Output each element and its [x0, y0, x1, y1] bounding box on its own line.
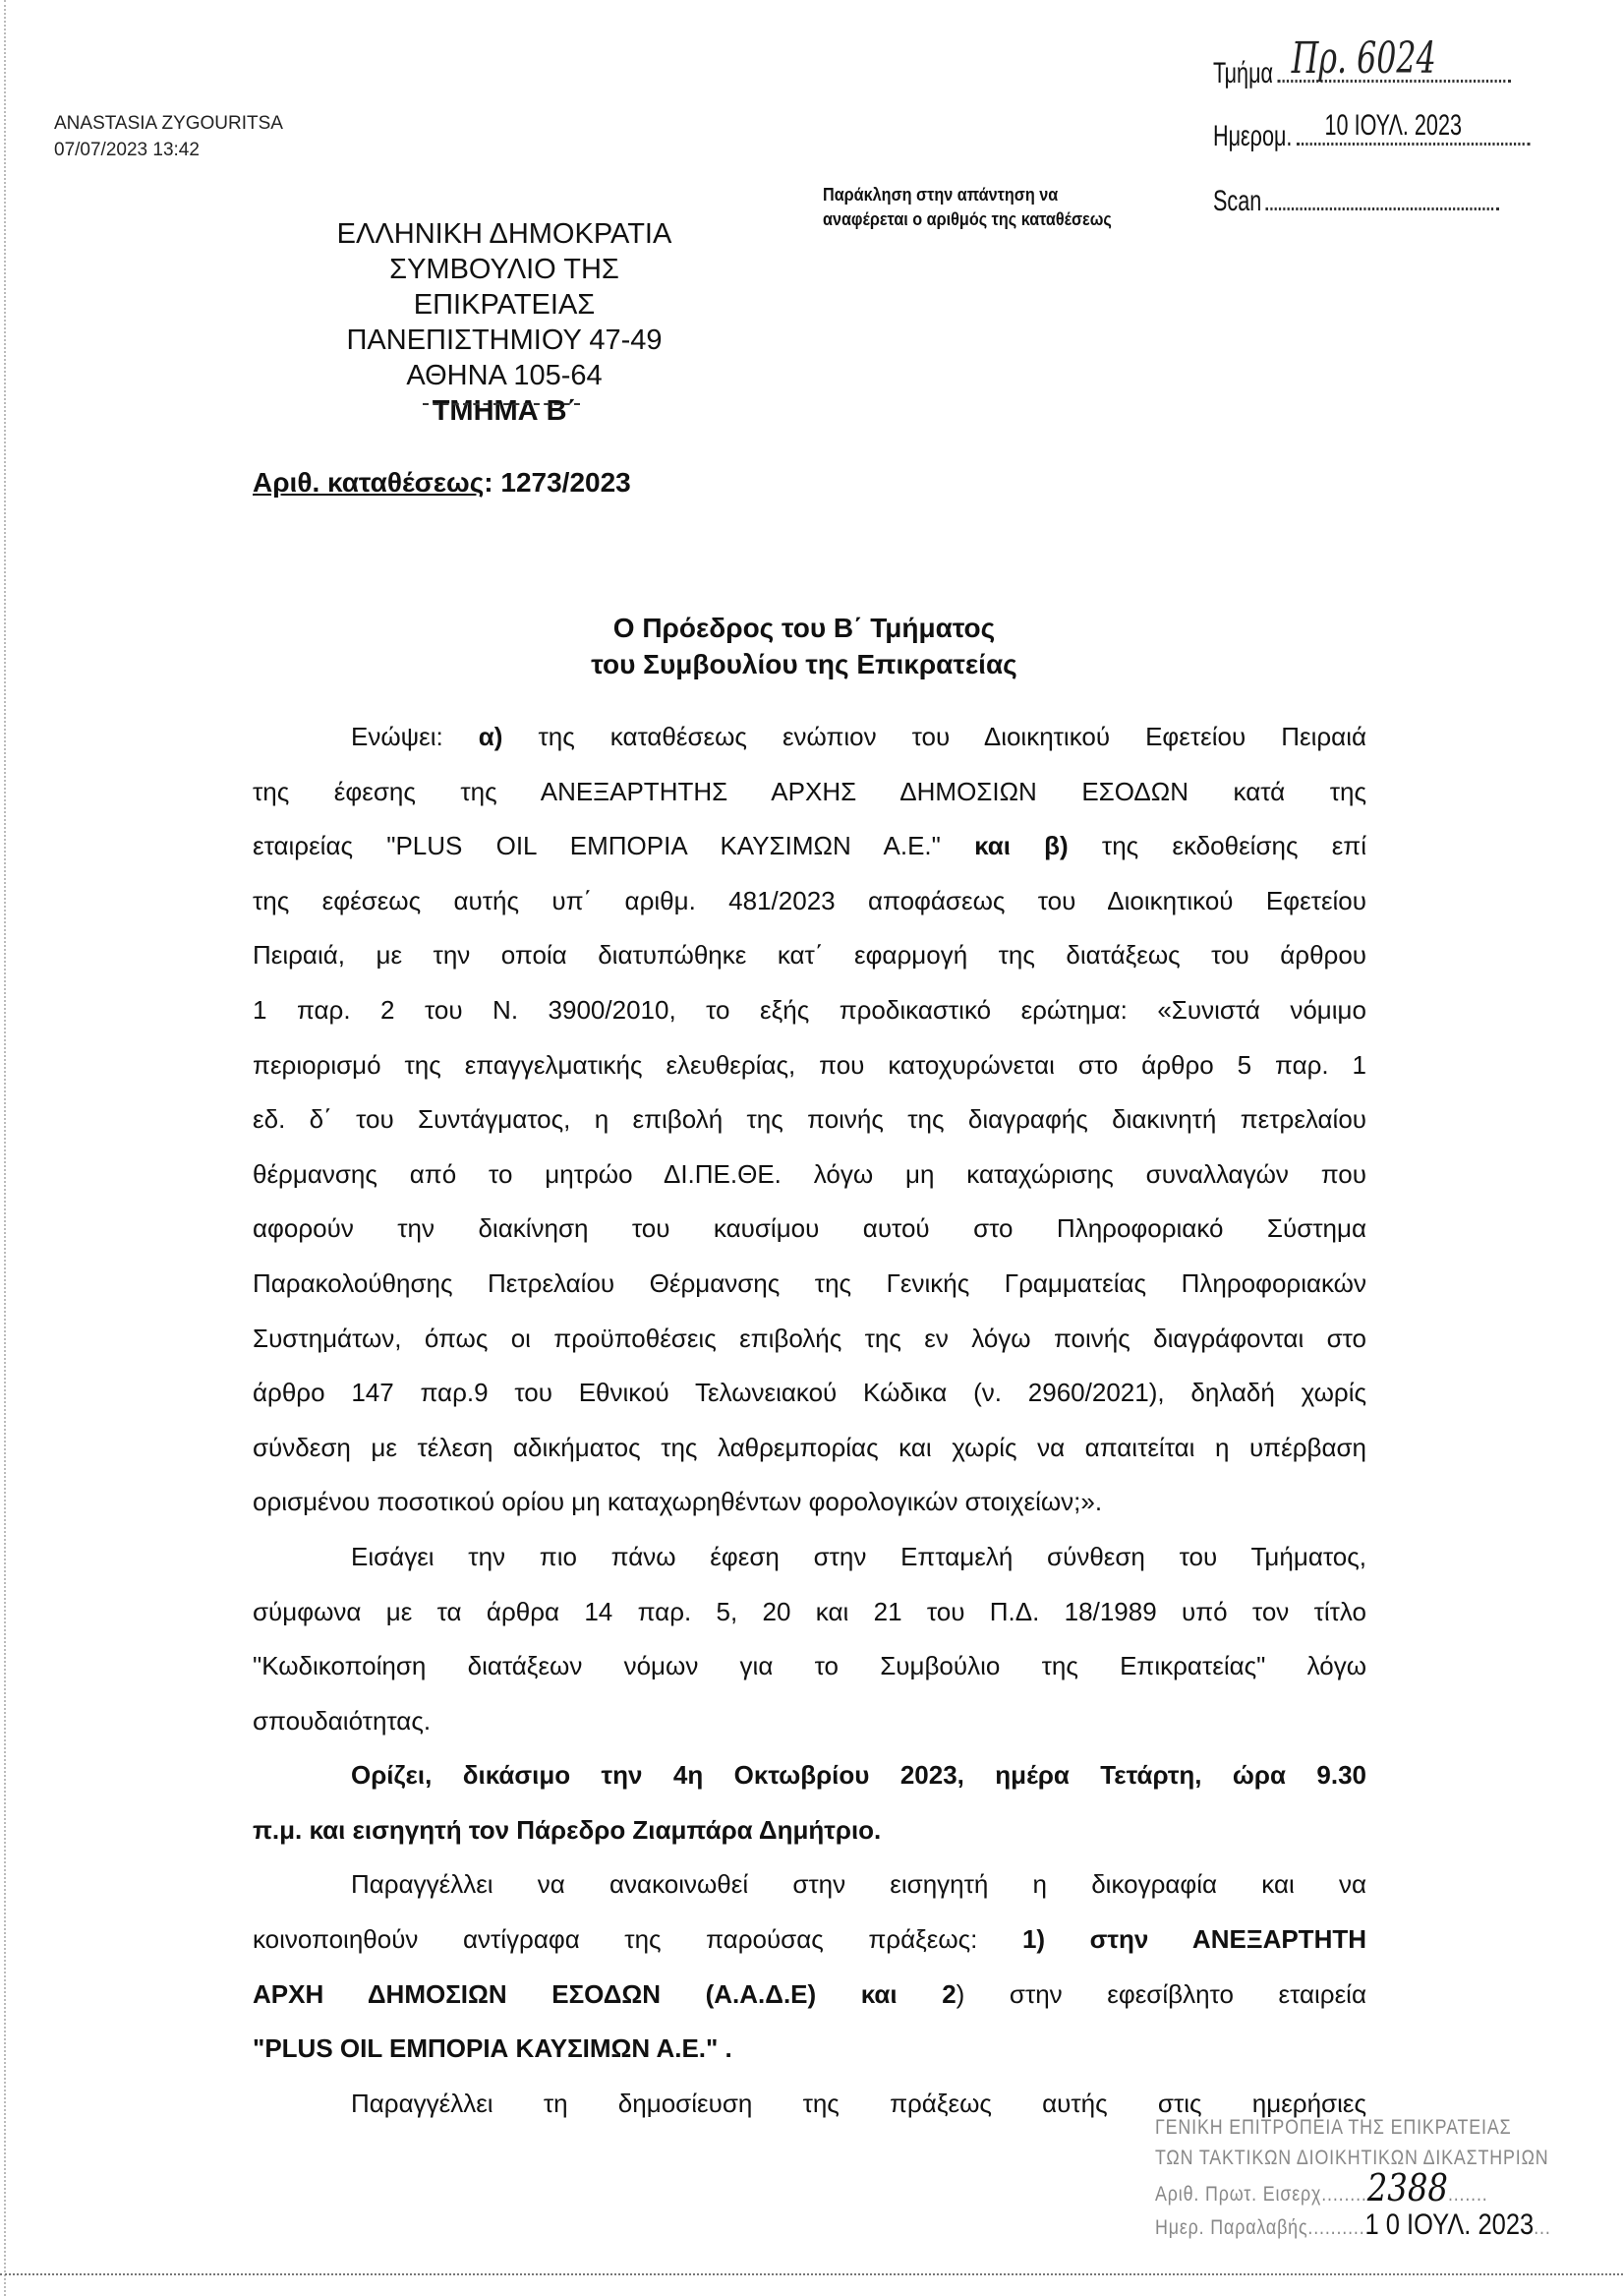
- text: ορισμένου ποσοτικού ορίου μη καταχωρηθέντων φορολογικών στοιχείων;».: [253, 1487, 1103, 1517]
- meta-user: ANASTASIA ZYGOURITSA: [54, 113, 283, 134]
- text: Παραγγέλλει τη δημοσίευση της πράξεως αυτής στις ημερήσιες: [351, 2088, 1366, 2118]
- president-line-2: του Συμβουλίου της Επικρατείας: [591, 649, 1017, 679]
- text: αφορούν την διακίνηση του καυσίμου αυτού στο Πληροφοριακό Σύστημα: [253, 1213, 1366, 1244]
- text: Συστημάτων, όπως οι προϋποθέσεις επιβολής της εν λόγω ποινής διαγράφονται στο: [253, 1323, 1366, 1353]
- stamp-date-row: Ημερ. Παραλαβής..........1 0 ΙΟΥΛ. 2023...: [1155, 2208, 1551, 2241]
- document-body: [253, 710, 1366, 2131]
- stamp-number-row: Αριθ. Πρωτ. Εισερχ........2388.......: [1155, 2166, 1488, 2209]
- body-line: [253, 1913, 1366, 1968]
- text: θέρμανσης από το μητρώο ΔΙ.ΠΕ.ΘΕ. λόγω μη καταχώρισης συναλλαγών που: [253, 1158, 1366, 1189]
- meta-datetime: 07/07/2023 13:42: [54, 140, 200, 160]
- body-line: [253, 1748, 1366, 1803]
- body-line: [253, 1366, 1366, 1421]
- text: Εισάγει την πιο πάνω έφεση στην Επταμελή σύνθεση του Τμήματος,: [351, 1541, 1366, 1571]
- body-line: [253, 1257, 1366, 1312]
- scan-edge-noise: [4, 0, 9, 2296]
- stamp-number-label: Αριθ. Πρωτ. Εισερχ.: [1155, 2183, 1328, 2206]
- bold-text: "PLUS OIL ΕΜΠΟΡΙΑ ΚΑΥΣΙΜΩΝ Α.Ε." .: [253, 2033, 732, 2064]
- text: της εφέσεως αυτής υπ΄ αριθμ. 481/2023 αποφάσεως του Διοικητικού Εφετείου: [253, 885, 1366, 915]
- body-line: [253, 765, 1366, 820]
- text: σύμφωνα με τα άρθρα 14 παρ. 5, 20 και 21 του Π.Δ. 18/1989 υπό τον τίτλο: [253, 1596, 1366, 1626]
- body-line: [253, 874, 1366, 929]
- filing-number: [253, 467, 631, 499]
- header-divider: [423, 403, 580, 405]
- text: σύνδεση με τέλεση αδικήματος της λαθρεμπορίας και χωρίς να απαιτείται η υπέρβαση: [253, 1432, 1366, 1462]
- text: 1 παρ. 2 του Ν. 3900/2010, το εξής προδικαστικό ερώτημα: «Συνιστά νόμιμο: [253, 994, 1366, 1025]
- body-line: [253, 1312, 1366, 1367]
- stamp-line-2: ΤΩΝ ΤΑΚΤΙΚΩΝ ΔΙΟΙΚΗΤΙΚΩΝ ΔΙΚΑΣΤΗΡΙΩΝ: [1155, 2147, 1549, 2169]
- text: εδ. δ΄ του Συντάγματος, η επιβολή της ποινής της διαγραφής διακινητή πετρελαίου: [253, 1104, 1366, 1135]
- bold-text: 1) στην ΑΝΕΞΑΡΤΗΤΗ: [1021, 1924, 1366, 1955]
- body-line: [253, 710, 1366, 765]
- body-line: [253, 1475, 1366, 1530]
- text: σπουδαιότητας.: [253, 1705, 432, 1736]
- reference-note: [823, 183, 1112, 232]
- body-line: [253, 1202, 1366, 1257]
- date-label: Ημερομ.: [1213, 120, 1293, 152]
- filing-value: : 1273/2023: [484, 467, 631, 498]
- body-line: [253, 1639, 1366, 1694]
- header-council: ΣΥΜΒΟΥΛΙΟ ΤΗΣ ΕΠΙΚΡΑΤΕΙΑΣ: [389, 254, 619, 321]
- date-stamp: 10 ΙΟΥΛ. 2023: [1324, 109, 1462, 142]
- note-line-1: Παράκληση στην απάντηση να: [823, 185, 1059, 205]
- bold-text: ΑΡΧΗ ΔΗΜΟΣΙΩΝ ΕΣΟΔΩΝ (Α.Α.Δ.Ε) και 2: [253, 1978, 956, 2009]
- body-line: [253, 1092, 1366, 1148]
- text: άρθρο 147 παρ.9 του Εθνικού Τελωνειακού Κώδικα (ν. 2960/2021), δηλαδή χωρίς: [253, 1378, 1366, 1408]
- scan-label: Scan: [1213, 185, 1262, 217]
- body-line: [253, 1585, 1366, 1640]
- body-line: [253, 1421, 1366, 1476]
- document-metadata: [54, 110, 283, 163]
- body-line: [253, 1530, 1366, 1585]
- body-line: [253, 1968, 1366, 2023]
- body-line: [253, 1694, 1366, 1749]
- stamp-date-label: Ημερ. Παραλαβής: [1155, 2216, 1308, 2239]
- stamp-date-value: 1 0 ΙΟΥΛ. 2023: [1364, 2208, 1535, 2241]
- text: της καταθέσεως ενώπιον του Διοικητικού Εφετείου Πειραιά: [502, 722, 1366, 751]
- text: Παρακολούθησης Πετρελαίου Θέρμανσης της Γενικής Γραμματείας Πληροφοριακών: [253, 1267, 1366, 1298]
- scan-bottom-edge: [0, 2273, 1623, 2275]
- body-line: [253, 819, 1366, 874]
- body-line: [253, 1148, 1366, 1203]
- president-heading: [509, 610, 1099, 682]
- text: της εκδοθείσης επί: [1068, 831, 1367, 861]
- register-department: [1213, 33, 1623, 90]
- filing-label: Αριθ. καταθέσεως: [253, 467, 485, 498]
- bold-text: α): [478, 722, 503, 751]
- body-line: [253, 1857, 1366, 1913]
- stamp-number-handwritten: 2388: [1366, 2166, 1448, 2209]
- text: Πειραιά, με την οποία διατυπώθηκε κατ΄ εφαρμογή της διατάξεως του άρθρου: [253, 940, 1366, 971]
- body-line: [253, 1038, 1366, 1093]
- header-street: ΠΑΝΕΠΙΣΤΗΜΙΟΥ 47-49: [346, 324, 663, 356]
- text: "Κωδικοποίηση διατάξεων νόμων για το Συμβούλιο της Επικρατείας" λόγω: [253, 1651, 1366, 1681]
- bold-text: και β): [974, 831, 1069, 861]
- header-section: ΤΜΗΜΑ Β΄: [432, 395, 577, 427]
- header-city: ΑΘΗΝΑ 105-64: [406, 360, 603, 391]
- text: εταιρείας "PLUS OIL ΕΜΠΟΡΙΑ ΚΑΥΣΙΜΩΝ Α.Ε.": [253, 831, 975, 861]
- register-scan: [1213, 185, 1623, 218]
- text: Ενώψει:: [351, 722, 479, 751]
- register-date: [1213, 109, 1623, 153]
- receipt-stamp: [1155, 2112, 1551, 2243]
- bold-text: Ορίζει, δικάσιμο την 4η Οκτωβρίου 2023, ημέρα Τετάρτη, ώρα 9.30: [351, 1760, 1366, 1791]
- dept-label: Τμήμα: [1213, 57, 1274, 89]
- body-line: [253, 1803, 1366, 1858]
- stamp-line-1: ΓΕΝΙΚΗ ΕΠΙΤΡΟΠΕΙΑ ΤΗΣ ΕΠΙΚΡΑΤΕΙΑΣ: [1155, 2116, 1512, 2139]
- text: της έφεσης της ΑΝΕΞΑΡΤΗΤΗΣ ΑΡΧΗΣ ΔΗΜΟΣΙΩΝ ΕΣΟΔΩΝ κατά της: [253, 776, 1366, 806]
- note-line-2: αναφέρεται ο αριθμός της καταθέσεως: [823, 209, 1112, 229]
- body-line: [253, 928, 1366, 983]
- president-line-1: Ο Πρόεδρος του Β΄ Τμήματος: [612, 613, 996, 643]
- body-line: [253, 983, 1366, 1038]
- bold-text: π.μ. και εισηγητή τον Πάρεδρο Ζιαμπάρα Δημήτριο.: [253, 1814, 882, 1845]
- text: Παραγγέλλει να ανακοινωθεί στην εισηγητή η δικογραφία και να: [351, 1869, 1366, 1900]
- text: ) στην εφεσίβλητο εταιρεία: [956, 1978, 1366, 2009]
- body-line: [253, 2022, 1366, 2077]
- text: περιορισμό της επαγγελματικής ελευθερίας, που κατοχυρώνεται στο άρθρο 5 παρ. 1: [253, 1049, 1366, 1080]
- dept-handwritten: Πρ. 6024: [1291, 33, 1436, 84]
- header-country: ΕΛΛΗΝΙΚΗ ΔΗΜΟΚΡΑΤΙΑ: [336, 218, 672, 250]
- text: κοινοποιηθούν αντίγραφα της παρούσας πράξεως:: [253, 1924, 1022, 1955]
- issuer-header: [308, 216, 701, 429]
